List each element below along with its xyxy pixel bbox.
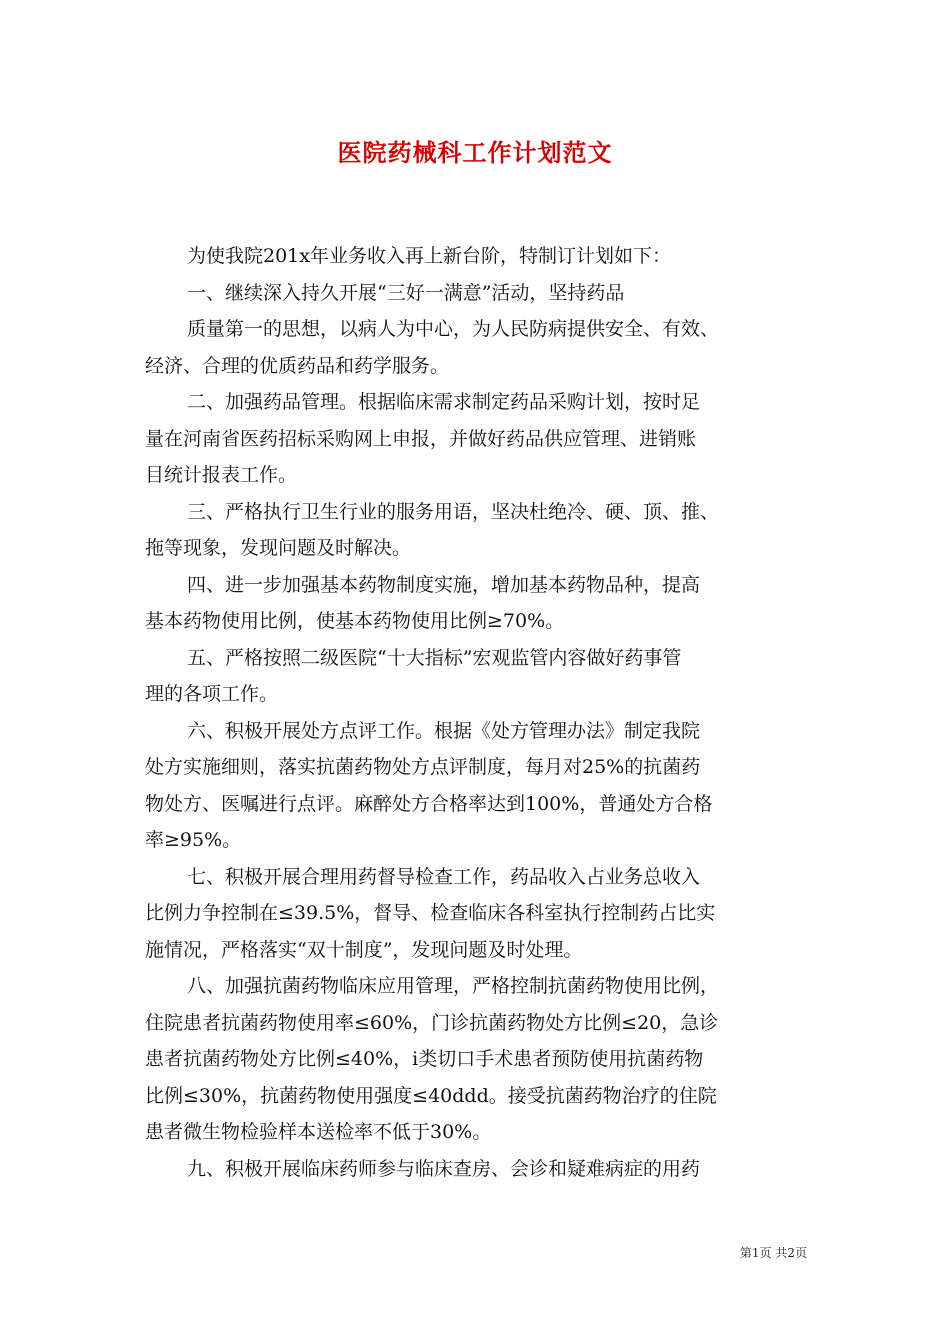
- text-line: 量在河南省医药招标采购网上申报，并做好药品供应管理、进销账: [145, 427, 697, 450]
- text-line: 七、积极开展合理用药督导检查工作，药品收入占业务总收入: [187, 865, 701, 888]
- text-line: 住院患者抗菌药物使用率≤60%，门诊抗菌药物处方比例≤20，急诊: [145, 1011, 719, 1034]
- text-line: 经济、合理的优质药品和药学服务。: [145, 354, 450, 377]
- text-line: 五、严格按照二级医院“十大指标”宏观监管内容做好药事管: [187, 646, 682, 669]
- text-line: 处方实施细则，落实抗菌药物处方点评制度，每月对25%的抗菌药: [145, 756, 701, 778]
- page-title: 医院药械科工作计划范文: [337, 138, 613, 167]
- text-line: 二、加强药品管理。根据临床需求制定药品采购计划，按时足: [187, 391, 701, 413]
- document-body: [145, 238, 817, 1187]
- text-line: 八、加强抗菌药物临床应用管理，严格控制抗菌药物使用比例，: [187, 975, 720, 997]
- text-line: 比例≤30%，抗菌药物使用强度≤40ddd。接受抗菌药物治疗的住院: [145, 1084, 717, 1107]
- text-line: 物处方、医嘱进行点评。麻醉处方合格率达到100%，普通处方合格: [145, 792, 713, 815]
- text-line: 理的各项工作。: [145, 683, 279, 705]
- text-line: 为使我院201x年业务收入再上新台阶，特制订计划如下：: [187, 245, 671, 267]
- text-line: 目统计报表工作。: [145, 464, 298, 486]
- text-line: 三、严格执行卫生行业的服务用语，坚决杜绝冷、硬、顶、推、: [187, 500, 720, 523]
- text-line: 四、进一步加强基本药物制度实施，增加基本药物品种，提高: [187, 573, 701, 596]
- text-line: 九、积极开展临床药师参与临床查房、会诊和疑难病症的用药: [187, 1157, 701, 1180]
- text-line: 一、继续深入持久开展“三好一满意”活动，坚持药品: [187, 281, 625, 304]
- text-line: 患者抗菌药物处方比例≤40%，ⅰ类切口手术患者预防使用抗菌药物: [145, 1048, 704, 1070]
- text-line: 基本药物使用比例，使基本药物使用比例≥70%。: [145, 610, 565, 632]
- text-line: 率≥95%。: [145, 829, 242, 851]
- text-line: 质量第一的思想，以病人为中心，为人民防病提供安全、有效、: [187, 318, 720, 340]
- text-line: 患者微生物检验样本送检率不低于30%。: [145, 1121, 492, 1143]
- text-line: 比例力争控制在≤39.5%，督导、检查临床各科室执行控制药占比实: [145, 902, 716, 924]
- text-line: 施情况，严格落实“双十制度”，发现问题及时处理。: [145, 938, 583, 961]
- text-line: 六、积极开展处方点评工作。根据《处方管理办法》制定我院: [187, 719, 701, 742]
- text-line: 拖等现象，发现问题及时解决。: [145, 537, 412, 559]
- page-footer: 第1页 共2页: [739, 1246, 807, 1260]
